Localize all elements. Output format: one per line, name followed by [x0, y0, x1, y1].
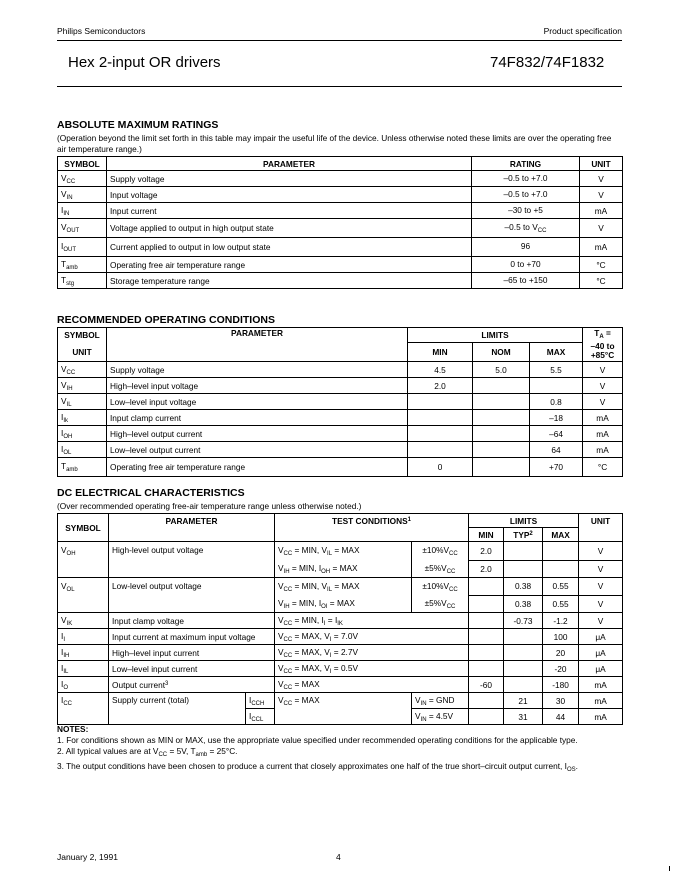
dc-max: -1.2 [543, 613, 579, 629]
amr-heading: ABSOLUTE MAXIMUM RATINGS [57, 119, 219, 131]
dc-voh-cond-2: $V_{IH}$ = MIN, $I_{OH}$ = MAX [275, 560, 412, 578]
dc-symbol: $I_{IH}$ [58, 645, 109, 661]
dc-vol-unit-1: V [579, 578, 623, 596]
note-1: 1. For conditions shown as MIN or MAX, use the appropriate value specified under recommended operating conditions for the applicable type. [57, 735, 578, 745]
roc-parameter: High–level output current [107, 426, 408, 442]
dc-typ [504, 661, 543, 677]
roc-col-limits: LIMITS [408, 328, 583, 343]
dc-col-limits: LIMITS [469, 514, 579, 528]
amr-unit: mA [580, 238, 623, 257]
amr-row [58, 238, 623, 257]
note-2: 2. All typical values are at $V_{CC} = 5V$, $T_{amb} = 25^\circ C$. [57, 746, 238, 758]
dc-vol-unit-2: V [579, 595, 623, 613]
dc-col-symbol: SYMBOL [58, 514, 109, 542]
dc-parameter: Input current at maximum input voltage [109, 629, 275, 645]
dc-header-row-1 [58, 514, 623, 528]
amr-unit: V [580, 171, 623, 187]
dc-test-condition: $V_{CC}$ = MAX, $V_I = 0.5V$ [275, 661, 469, 677]
amr-symbol: $I_{IN}$ [58, 203, 107, 219]
dc-voh-min-1: 2.0 [469, 542, 504, 561]
amr-rating: –0.5 to +7.0 [472, 187, 580, 203]
part-number: 74F832/74F1832 [490, 54, 605, 71]
dc-max: 100 [543, 629, 579, 645]
roc-nom [473, 410, 530, 426]
amr-parameter: Operating free air temperature range [107, 257, 472, 273]
amr-table [57, 156, 623, 289]
dc-min [469, 645, 504, 661]
roc-col-nom: NOM [473, 342, 530, 361]
roc-min [408, 426, 473, 442]
dc-icc-symbol: $I_{CC}$ [58, 693, 109, 725]
dc-voh-unit-1: V [579, 542, 623, 561]
amr-row [58, 187, 623, 203]
dc-col-unit: UNIT [579, 514, 623, 542]
dc-min [469, 661, 504, 677]
roc-max: 64 [530, 442, 583, 458]
dc-parameter: Low–level input current [109, 661, 275, 677]
roc-unit: mA [583, 410, 623, 426]
dc-col-parameter: PARAMETER [109, 514, 275, 542]
dc-vol-tol-2: $\pm 5\%V_{CC}$ [412, 595, 469, 613]
dc-symbol: $I_{IL}$ [58, 661, 109, 677]
dc-voh-tol-1: $\pm 10\%V_{CC}$ [412, 542, 469, 561]
dc-description: (Over recommended operating free-air temperature range unless otherwise noted.) [57, 501, 362, 511]
dc-typ [504, 645, 543, 661]
dc-test-condition: $V_{CC}$ = MAX, $V_I = 2.7V$ [275, 645, 469, 661]
amr-parameter: Current applied to output in low output state [107, 238, 472, 257]
dc-vol-max-2: 0.55 [543, 595, 579, 613]
roc-col-unit: UNIT [58, 342, 107, 361]
dc-row-voh-1 [58, 542, 623, 561]
dc-icc-sub-2: $I_{CCL}$ [246, 709, 275, 725]
dc-vol-typ-1: 0.38 [504, 578, 543, 596]
amr-symbol: $V_{CC}$ [58, 171, 107, 187]
dc-icc-cond: $V_{CC}$ = MAX [275, 693, 412, 725]
roc-max: –64 [530, 426, 583, 442]
amr-body [58, 171, 623, 289]
roc-min [408, 410, 473, 426]
amr-row [58, 273, 623, 289]
page-number: 4 [336, 852, 341, 862]
dc-icc-parameter: Supply current (total) [109, 693, 246, 725]
roc-min [408, 442, 473, 458]
dc-icc-typ-2: 31 [504, 709, 543, 725]
dc-min [469, 629, 504, 645]
amr-rating: 0 to +70 [472, 257, 580, 273]
dc-col-test-conditions: TEST CONDITIONS$^1$ [275, 514, 469, 542]
dc-voh-max-2 [543, 560, 579, 578]
dc-test-condition: $V_{CC}$ = MIN, $I_I = I_{IK}$ [275, 613, 469, 629]
amr-parameter: Storage temperature range [107, 273, 472, 289]
roc-symbol: $T_{amb}$ [58, 458, 107, 477]
dc-body [58, 613, 623, 693]
dc-icc-min-1 [469, 693, 504, 709]
amr-col-unit: UNIT [580, 157, 623, 171]
roc-row [58, 458, 623, 477]
dc-test-condition: $V_{CC}$ = MAX [275, 677, 469, 693]
dc-vol-min-2 [469, 595, 504, 613]
dc-row [58, 645, 623, 661]
dc-row-vol-1 [58, 578, 623, 596]
roc-unit: V [583, 394, 623, 410]
dc-col-max: MAX [543, 528, 579, 542]
dc-icc-max-2: 44 [543, 709, 579, 725]
roc-max: –18 [530, 410, 583, 426]
roc-symbol: $I_{OH}$ [58, 426, 107, 442]
roc-max: +70 [530, 458, 583, 477]
amr-parameter: Input voltage [107, 187, 472, 203]
dc-min [469, 613, 504, 629]
roc-parameter: Input clamp current [107, 410, 408, 426]
roc-nom: 5.0 [473, 362, 530, 378]
roc-max: 5.5 [530, 362, 583, 378]
dc-vol-parameter: Low-level output voltage [109, 578, 275, 613]
roc-nom [473, 394, 530, 410]
dc-row [58, 613, 623, 629]
amr-rating: –0.5 to +7.0 [472, 171, 580, 187]
roc-nom [473, 378, 530, 394]
note-3: 3. The output conditions have been chosen to produce a current that closely approximates one half of the true short–circuit output current, $I_{OS}$. [57, 761, 578, 773]
roc-parameter: Supply voltage [107, 362, 408, 378]
roc-parameter: Operating free air temperature range [107, 458, 408, 477]
amr-col-parameter: PARAMETER [107, 157, 472, 171]
dc-unit: μA [579, 629, 623, 645]
amr-row [58, 257, 623, 273]
roc-unit: V [583, 362, 623, 378]
roc-nom [473, 458, 530, 477]
dc-vol-tol-1: $\pm 10\%V_{CC}$ [412, 578, 469, 596]
dc-voh-min-2: 2.0 [469, 560, 504, 578]
amr-col-rating: RATING [472, 157, 580, 171]
dc-voh-symbol: $V_{OH}$ [58, 542, 109, 578]
dc-row-icc-1 [58, 693, 623, 709]
dc-row [58, 629, 623, 645]
roc-max: 0.8 [530, 394, 583, 410]
roc-min: 4.5 [408, 362, 473, 378]
dc-max: -180 [543, 677, 579, 693]
roc-col-min: MIN [408, 342, 473, 361]
footer-date: January 2, 1991 [57, 852, 118, 862]
dc-col-min: MIN [469, 528, 504, 542]
dc-unit: μA [579, 661, 623, 677]
dc-voh-parameter: High-level output voltage [109, 542, 275, 578]
roc-heading: RECOMMENDED OPERATING CONDITIONS [57, 314, 275, 326]
amr-unit: °C [580, 257, 623, 273]
amr-rating: –65 to +150 [472, 273, 580, 289]
dc-icc-unit-1: mA [579, 693, 623, 709]
roc-min: 0 [408, 458, 473, 477]
dc-voh-typ-2 [504, 560, 543, 578]
roc-unit: mA [583, 442, 623, 458]
dc-col-typ: TYP$^2$ [504, 528, 543, 542]
company-name: Philips Semiconductors [57, 26, 146, 36]
amr-unit: mA [580, 203, 623, 219]
dc-table [57, 513, 623, 725]
dc-unit: mA [579, 677, 623, 693]
amr-symbol: $V_{IN}$ [58, 187, 107, 203]
roc-col-max: MAX [530, 342, 583, 361]
dc-heading: DC ELECTRICAL CHARACTERISTICS [57, 487, 245, 499]
roc-parameter: Low–level input voltage [107, 394, 408, 410]
amr-col-symbol: SYMBOL [58, 157, 107, 171]
dc-parameter: Output current$^3$ [109, 677, 275, 693]
amr-parameter: Input current [107, 203, 472, 219]
amr-parameter: Voltage applied to output in high output state [107, 219, 472, 238]
roc-min: 2.0 [408, 378, 473, 394]
amr-row [58, 171, 623, 187]
roc-col-symbol: SYMBOL [58, 328, 107, 343]
roc-row [58, 442, 623, 458]
amr-symbol: $I_{OUT}$ [58, 238, 107, 257]
dc-icc-vin-1: $V_{IN}$ = GND [412, 693, 469, 709]
roc-row [58, 362, 623, 378]
dc-voh-unit-2: V [579, 560, 623, 578]
dc-icc-sub-1: $I_{CCH}$ [246, 693, 275, 709]
notes-block [57, 724, 627, 776]
dc-typ: -0.73 [504, 613, 543, 629]
roc-symbol: $V_{IL}$ [58, 394, 107, 410]
roc-symbol: $V_{IH}$ [58, 378, 107, 394]
roc-table [57, 327, 623, 477]
dc-voh-cond-1: $V_{CC}$ = MIN, $V_{IL}$ = MAX [275, 542, 412, 561]
roc-body [58, 362, 623, 477]
amr-parameter: Supply voltage [107, 171, 472, 187]
dc-min: -60 [469, 677, 504, 693]
roc-min [408, 394, 473, 410]
roc-unit: mA [583, 426, 623, 442]
amr-symbol: $T_{stg}$ [58, 273, 107, 289]
doc-type: Product specification [543, 26, 622, 36]
dc-row [58, 677, 623, 693]
roc-row [58, 378, 623, 394]
dc-vol-symbol: $V_{OL}$ [58, 578, 109, 613]
dc-vol-cond-1: $V_{CC}$ = MIN, $V_{IL}$ = MAX [275, 578, 412, 596]
roc-row [58, 426, 623, 442]
header-rule-bottom [57, 86, 622, 87]
amr-rating: –0.5 to $V_{CC}$ [472, 219, 580, 238]
roc-unit: °C [583, 458, 623, 477]
dc-vol-typ-2: 0.38 [504, 595, 543, 613]
amr-rating: 96 [472, 238, 580, 257]
dc-vol-cond-2: $V_{IH}$ = MIN, $I_{OI}$ = MAX [275, 595, 412, 613]
amr-description: (Operation beyond the limit set forth in this table may impair the useful life of the device. Unless otherwise noted these limits are over the operating free air temperature range.) [57, 133, 612, 154]
dc-row [58, 661, 623, 677]
page-title: Hex 2-input OR drivers [68, 54, 221, 71]
dc-vol-min-1 [469, 578, 504, 596]
notes-heading: NOTES: [57, 724, 89, 734]
dc-unit: μA [579, 645, 623, 661]
roc-unit: V [583, 378, 623, 394]
amr-unit: V [580, 187, 623, 203]
dc-unit: V [579, 613, 623, 629]
dc-voh-max-1 [543, 542, 579, 561]
dc-test-condition: $V_{CC}$ = MAX, $V_I = 7.0V$ [275, 629, 469, 645]
dc-max: -20 [543, 661, 579, 677]
dc-parameter: Input clamp voltage [109, 613, 275, 629]
roc-nom [473, 426, 530, 442]
dc-symbol: $V_{IK}$ [58, 613, 109, 629]
roc-max [530, 378, 583, 394]
dc-icc-vin-2: $V_{IN} = 4.5V$ [412, 709, 469, 725]
dc-icc-unit-2: mA [579, 709, 623, 725]
amr-header-row [58, 157, 623, 171]
dc-voh-typ-1 [504, 542, 543, 561]
amr-symbol: $V_{OUT}$ [58, 219, 107, 238]
corner-mark [669, 866, 671, 871]
amr-rating: –30 to +5 [472, 203, 580, 219]
roc-symbol: $I_{OL}$ [58, 442, 107, 458]
amr-row [58, 203, 623, 219]
roc-symbol: $V_{CC}$ [58, 362, 107, 378]
roc-symbol: $I_{Ik}$ [58, 410, 107, 426]
amr-unit: °C [580, 273, 623, 289]
amr-unit: V [580, 219, 623, 238]
dc-max: 20 [543, 645, 579, 661]
header-rule-top [57, 40, 622, 41]
roc-parameter: Low–level output current [107, 442, 408, 458]
dc-symbol: $I_O$ [58, 677, 109, 693]
roc-header-row-1 [58, 328, 623, 343]
dc-voh-tol-2: $\pm 5\%V_{CC}$ [412, 560, 469, 578]
dc-typ [504, 629, 543, 645]
roc-parameter: High–level input voltage [107, 378, 408, 394]
amr-row [58, 219, 623, 238]
dc-icc-max-1: 30 [543, 693, 579, 709]
dc-vol-max-1: 0.55 [543, 578, 579, 596]
roc-row [58, 394, 623, 410]
dc-symbol: $I_I$ [58, 629, 109, 645]
dc-icc-min-2 [469, 709, 504, 725]
roc-row [58, 410, 623, 426]
amr-symbol: $T_{amb}$ [58, 257, 107, 273]
roc-col-ta: $T_A$ = –40 to +85°C [583, 328, 623, 362]
roc-col-parameter: PARAMETER [107, 328, 408, 362]
dc-parameter: High–level input current [109, 645, 275, 661]
roc-nom [473, 442, 530, 458]
dc-icc-typ-1: 21 [504, 693, 543, 709]
dc-typ [504, 677, 543, 693]
